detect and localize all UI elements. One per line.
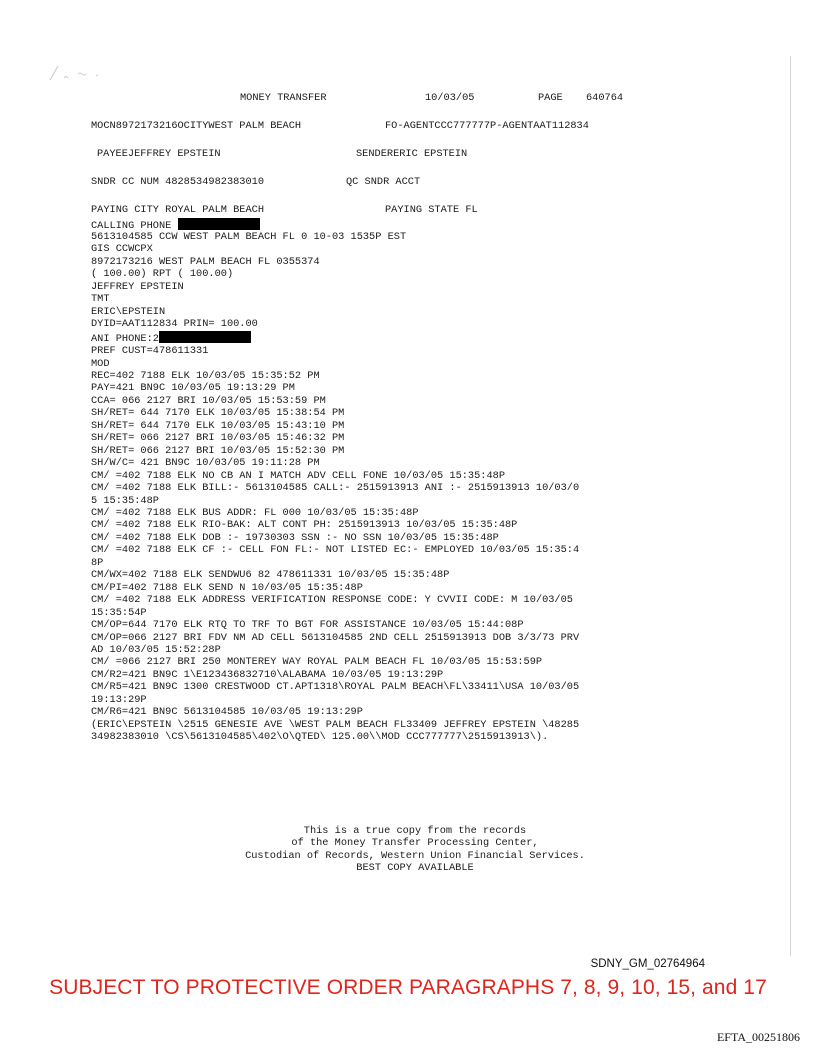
log-line: SH/RET= 644 7170 ELK 10/03/05 15:38:54 PM xyxy=(91,407,345,420)
log-line: PREF CUST=478611331 xyxy=(91,345,209,358)
log-line: CM/ =402 7188 ELK ADDRESS VERIFICATION RESPONSE CODE: Y CVVII CODE: M 10/03/05 xyxy=(91,594,573,607)
ani-phone-row xyxy=(91,331,579,345)
bates-number: SDNY_GM_02764964 xyxy=(590,958,705,970)
sender-cc-number: SNDR CC NUM 4828534982383010 xyxy=(91,176,265,188)
log-line: AD 10/03/05 15:52:28P xyxy=(91,643,221,656)
log-line: CM/OP=644 7170 ELK RTQ TO TRF TO BGT FOR ASSISTANCE 10/03/05 15:44:08P xyxy=(91,619,524,632)
page-edge-line xyxy=(790,56,791,956)
document-title: MONEY TRANSFER xyxy=(240,92,327,104)
log-line: JEFFREY EPSTEIN xyxy=(91,280,184,293)
payee-field: PAYEEJEFFREY EPSTEIN xyxy=(97,148,221,160)
log-line: TMT xyxy=(91,293,110,306)
page-label: PAGE xyxy=(538,92,563,104)
fo-agent-line: FO-AGENTCCC777777P-AGENTAAT112834 xyxy=(385,120,589,132)
document-date: 10/03/05 xyxy=(425,92,475,104)
log-line: 5613104585 CCW WEST PALM BEACH FL 0 10-03 1535P EST xyxy=(91,231,407,243)
certification-line: of the Money Transfer Processing Center, xyxy=(291,837,539,850)
log-line: CCA= 066 2127 BRI 10/03/05 15:53:59 PM xyxy=(91,394,326,407)
log-line: ( 100.00) RPT ( 100.00) xyxy=(91,268,234,281)
log-line: 15:35:54P xyxy=(91,606,147,619)
ani-phone-label: ANI PHONE:2 xyxy=(91,332,159,345)
log-line: REC=402 7188 ELK 10/03/05 15:35:52 PM xyxy=(91,369,320,382)
paying-city: PAYING CITY ROYAL PALM BEACH xyxy=(91,204,265,216)
efta-number: EFTA_00251806 xyxy=(716,1030,800,1044)
log-line: GIS CCWCPX xyxy=(91,243,153,256)
mocn-line: MOCN8972173216OCITYWEST PALM BEACH xyxy=(91,120,302,132)
handwritten-mark xyxy=(48,62,108,82)
log-line: SH/W/C= 421 BN9C 10/03/05 19:11:28 PM xyxy=(91,457,320,470)
log-line: CM/WX=402 7188 ELK SENDWU6 82 478611331 10/03/05 15:35:48P xyxy=(91,569,450,582)
log-line: CM/ =402 7188 ELK CF :- CELL FON FL:- NOT LISTED EC:- EMPLOYED 10/03/05 15:35:4 xyxy=(91,544,580,557)
paying-state: PAYING STATE FL xyxy=(385,204,478,216)
sender-field: SENDERERIC EPSTEIN xyxy=(356,148,468,160)
qc-sender-account: QC SNDR ACCT xyxy=(346,176,421,188)
log-line: CM/ =402 7188 ELK RIO-BAK: ALT CONT PH: 2515913913 10/03/05 15:35:48P xyxy=(91,519,518,532)
log-line: CM/R6=421 BN9C 5613104585 10/03/05 19:13:29P xyxy=(91,706,363,719)
log-line: CM/ =402 7188 ELK BUS ADDR: FL 000 10/03/05 15:35:48P xyxy=(91,506,419,519)
log-line: DYID=AAT112834 PRIN= 100.00 xyxy=(91,318,258,331)
log-line: 34982383010 \CS\5613104585\402\O\QTED\ 125.00\\MOD CCC777777\2515913913\). xyxy=(91,731,549,744)
page-number: 640764 xyxy=(586,92,624,104)
log-line: MOD xyxy=(91,357,110,370)
log-line: SH/RET= 066 2127 BRI 10/03/05 15:52:30 PM xyxy=(91,444,345,457)
log-line: CM/PI=402 7188 ELK SEND N 10/03/05 15:35:48P xyxy=(91,581,363,594)
log-line: CM/R5=421 BN9C 1300 CRESTWOOD CT.APT1318\ROYAL PALM BEACH\FL\33411\USA 10/03/05 xyxy=(91,681,580,694)
log-line: CM/ =402 7188 ELK DOB :- 19730303 SSN :- NO SSN 10/03/05 15:35:48P xyxy=(91,531,499,544)
log-line: PAY=421 BN9C 10/03/05 19:13:29 PM xyxy=(91,382,295,395)
log-line: CM/R2=421 BN9C 1\E123436832710\ALABAMA 10/03/05 19:13:29P xyxy=(91,668,444,681)
log-line: 5 15:35:48P xyxy=(91,494,159,507)
log-line: 8972173216 WEST PALM BEACH FL 0355374 xyxy=(91,255,320,268)
certification-block xyxy=(0,825,816,875)
log-line: (ERIC\EPSTEIN \2515 GENESIE AVE \WEST PALM BEACH FL33409 JEFFREY EPSTEIN \48285 xyxy=(91,718,580,731)
log-line: 8P xyxy=(91,556,104,569)
calling-phone-label: CALLING PHONE xyxy=(91,220,172,232)
log-line: SH/RET= 066 2127 BRI 10/03/05 15:46:32 PM xyxy=(91,432,345,445)
log-line: CM/ =402 7188 ELK BILL:- 5613104585 CALL:- 2515913913 ANI :- 2515913913 10/03/0 xyxy=(91,482,580,495)
log-line: CM/ =402 7188 ELK NO CB AN I MATCH ADV CELL FONE 10/03/05 15:35:48P xyxy=(91,469,506,482)
certification-line: This is a true copy from the records xyxy=(303,825,527,837)
log-line: ERIC\EPSTEIN xyxy=(91,305,166,318)
certification-line: BEST COPY AVAILABLE xyxy=(356,862,474,875)
transaction-log xyxy=(91,231,579,744)
log-line: 19:13:29P xyxy=(91,693,147,706)
log-line: CM/OP=066 2127 BRI FDV NM AD CELL 5613104585 2ND CELL 2515913913 DOB 3/3/73 PRV xyxy=(91,631,580,644)
log-line: SH/RET= 644 7170 ELK 10/03/05 15:43:10 PM xyxy=(91,419,345,432)
certification-line: Custodian of Records, Western Union Financial Services. xyxy=(245,849,585,862)
log-line: CM/ =066 2127 BRI 250 MONTEREY WAY ROYAL PALM BEACH FL 10/03/05 15:53:59P xyxy=(91,656,543,669)
redaction-bar xyxy=(159,331,251,343)
protective-order-notice: SUBJECT TO PROTECTIVE ORDER PARAGRAPHS 7, 8, 9, 10, 15, and 17 xyxy=(49,976,767,999)
redaction-bar xyxy=(178,218,260,230)
